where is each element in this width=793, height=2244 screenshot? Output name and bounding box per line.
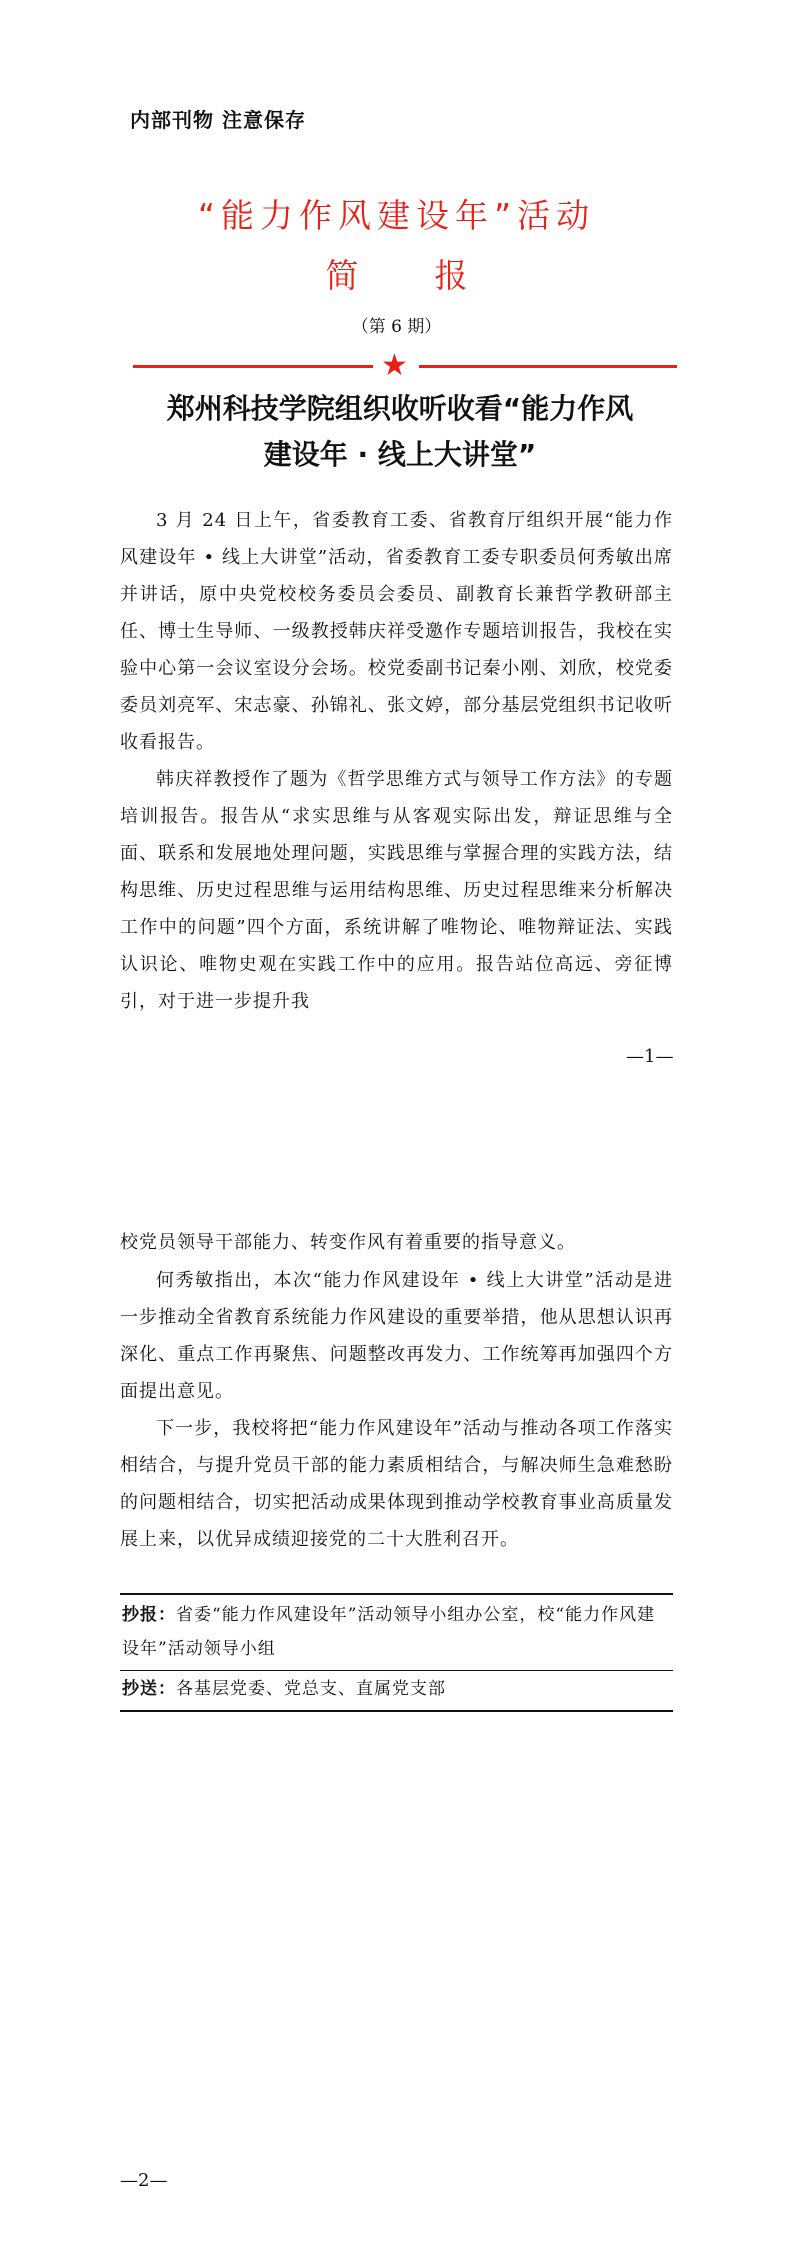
red-divider-right [419,365,677,368]
copy-to-label: 抄送： [122,1679,176,1699]
headline-line-1: 郑州科技学院组织收听收看“能力作风 [166,392,634,425]
report-to-label: 抄报： [122,1605,176,1625]
red-star-icon: ★ [381,348,408,383]
distribution-middle-rule [120,1670,673,1671]
masthead-subtitle-char-2: 报 [434,256,468,295]
issue-number: （第 6 期） [351,317,442,337]
copy-to-block [122,1672,673,1706]
internal-publication-note: 内部刊物 注意保存 [130,108,306,132]
report-to-text: 省委“能力作风建设年”活动领导小组办公室，校“能力作风建设年”活动领导小组 [122,1605,656,1659]
article-headline [120,386,680,478]
article-paragraph-4: 下一步，我校将把“能力作风建设年”活动与推动各项工作落实相结合，与提升党员干部的能力素质相结合，与解决师生急难愁盼的问题相结合，切实把活动成果体现到推动学校教育事业高质量发展上来，以优异成绩迎接党的二十大胜利召开。 [120,1418,673,1550]
copy-to-text: 各基层党委、党总支、直属党支部 [176,1679,446,1699]
red-divider-left [133,365,373,368]
distribution-top-rule [120,1593,673,1595]
headline-line-2: 建设年 · 线上大讲堂” [263,438,537,471]
masthead-subtitle-char-1: 简 [325,256,359,295]
page-number-1: —1— [626,1046,674,1067]
distribution-bottom-rule [120,1710,673,1712]
masthead-title: “能力作风建设年”活动 [197,196,596,235]
article-paragraph-3: 何秀敏指出，本次“能力作风建设年 • 线上大讲堂”活动是进一步推动全省教育系统能力作风建设的重要举措，他从思想认识再深化、重点工作再聚焦、问题整改再发力、工作统筹再加强四个方面提出意见。 [120,1270,673,1402]
report-to-block [122,1598,673,1666]
page-number-2: —2— [120,2170,168,2191]
article-paragraph-2: 韩庆祥教授作了题为《哲学思维方式与领导工作方法》的专题培训报告。报告从“求实思维与从客观实际出发，辩证思维与全面、联系和发展地处理问题，实践思维与掌握合理的实践方法，结构思维、历史过程思维与运用结构思维、历史过程思维来分析解决工作中的问题”四个方面，系统讲解了唯物论、唯物辩证法、实践认识论、唯物史观在实践工作中的应用。报告站位高远、旁征博引，对于进一步提升我 [120,769,673,1012]
article-paragraph-1: 3 月 24 日上午，省委教育工委、省教育厅组织开展“能力作风建设年 • 线上大讲堂”活动，省委教育工委专职委员何秀敏出席并讲话，原中央党校校务委员会委员、副教育长兼哲学教研部主任、博士生导师、一级教授韩庆祥受邀作专题培训报告，我校在实验中心第一会议室设分会场。校党委副书记秦小刚、刘欣，校党委委员刘亮军、宋志豪、孙锦礼、张文婷，部分基层党组织书记收听收看报告。 [120,510,673,753]
article-paragraph-2-continued: 校党员领导干部能力、转变作风有着重要的指导意义。 [120,1232,576,1253]
masthead-subtitle [0,250,793,297]
